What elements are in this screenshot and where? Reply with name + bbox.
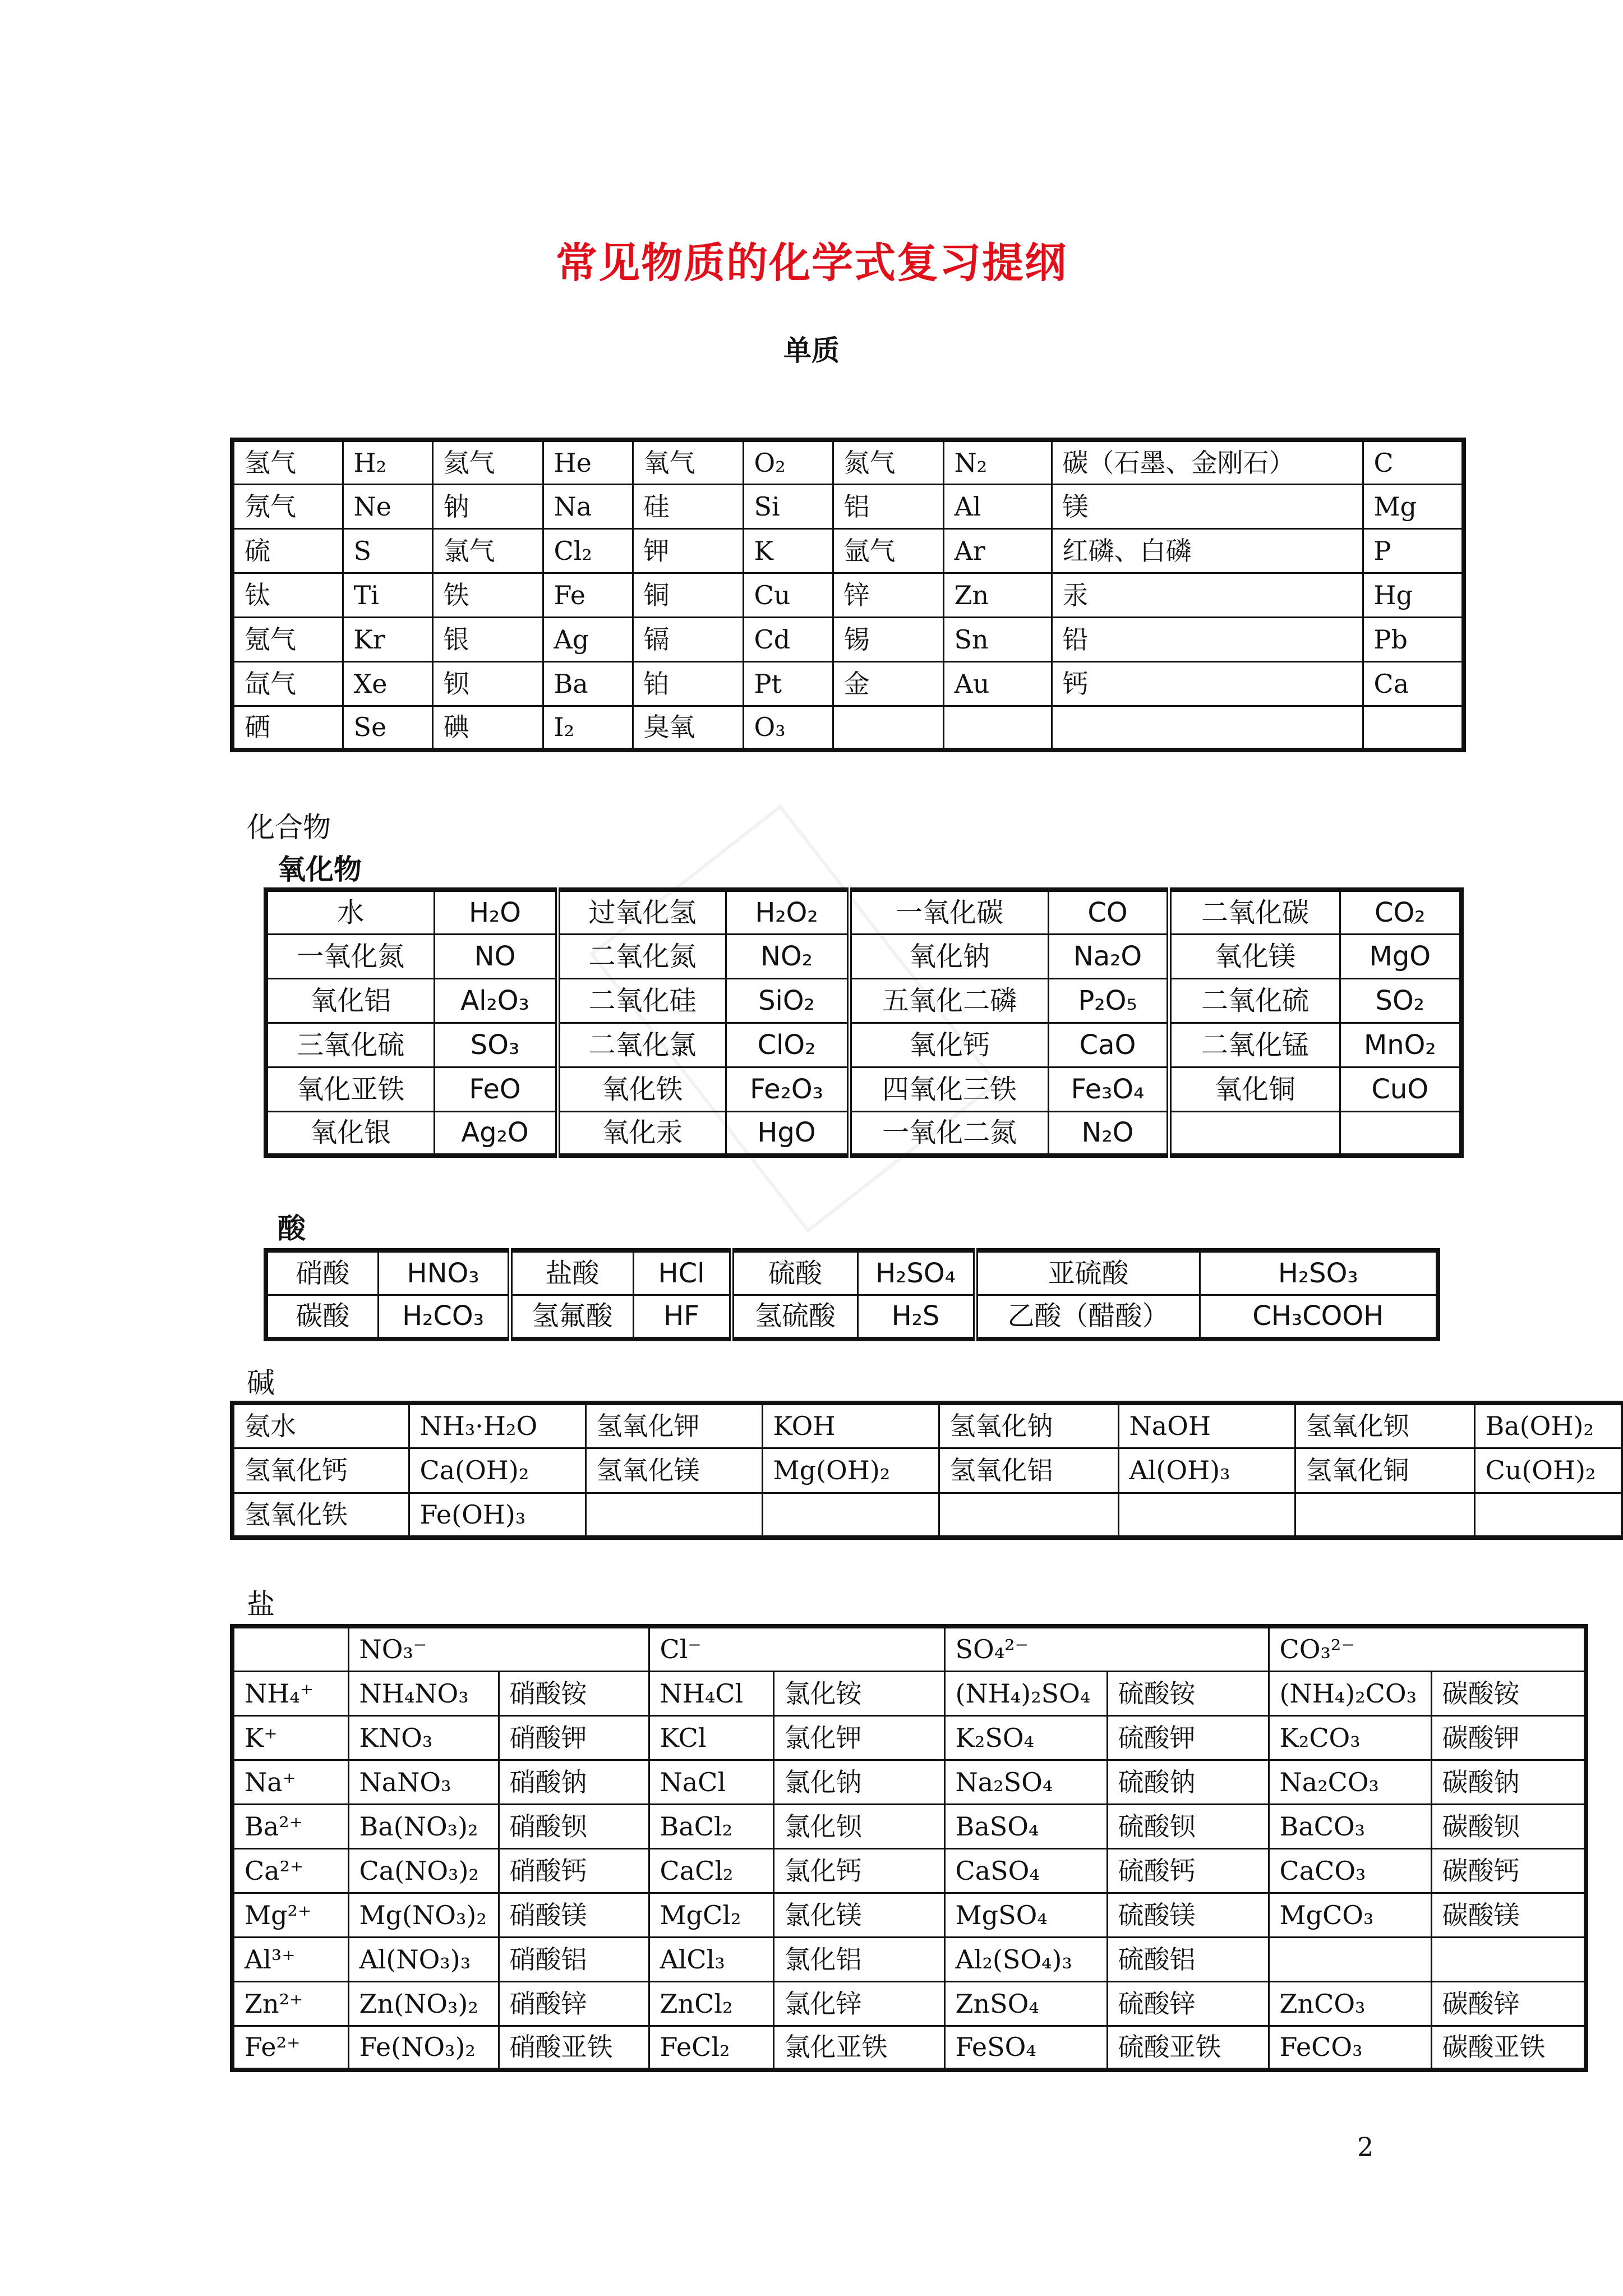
salt-name [1431,1937,1586,1981]
salt-formula: ZnCl₂ [649,1981,773,2026]
chemical-formula: SiO₂ [726,978,849,1023]
cation-label: Na⁺ [232,1760,348,1804]
substance-name: 红磷、白磷 [1052,528,1363,573]
salt-name: 碳酸锌 [1431,1981,1586,2026]
table-row [232,573,1464,617]
salt-formula: Ca(NO₃)₂ [348,1848,499,1893]
table-row [266,1295,1438,1339]
substance-name: 二氧化硫 [1169,978,1340,1023]
chemical-formula: Ag₂O [434,1111,557,1156]
header-row [232,1626,1586,1671]
table-row [232,484,1464,528]
chemical-formula: Xe [343,661,432,706]
substance-name: 钠 [432,484,543,528]
chemical-formula [1363,706,1464,750]
chemical-formula: HgO [726,1111,849,1156]
substance-name: 乙酸（醋酸） [975,1295,1200,1339]
acids-table [264,1248,1440,1341]
salt-name: 硫酸铝 [1107,1937,1269,1981]
salt-name: 硝酸亚铁 [499,2026,649,2070]
substance-name: 硫酸 [731,1250,857,1295]
substance-name: 氧化镁 [1169,934,1340,978]
chemical-formula: N₂O [1048,1111,1169,1156]
salt-name: 碳酸钡 [1431,1804,1586,1848]
chemical-formula: Pt [743,661,833,706]
table-row [232,706,1464,750]
chemical-formula: Fe₂O₃ [726,1067,849,1111]
chemical-formula: CuO [1340,1067,1461,1111]
substance-name: 硒 [232,706,343,750]
table-row [232,1448,1623,1493]
table-row [266,1250,1438,1295]
substance-name: 二氧化氮 [557,934,726,978]
salt-formula: NH₄Cl [649,1671,773,1715]
salt-formula: MgCO₃ [1269,1893,1431,1937]
substance-name: 氢氧化铜 [1295,1448,1474,1493]
substance-name [585,1493,762,1538]
chemical-formula: CO [1048,890,1169,934]
corner-cell [232,1626,348,1671]
chemical-formula: HCl [633,1250,731,1295]
chemical-formula: SO₂ [1340,978,1461,1023]
chemical-formula: HF [633,1295,731,1339]
chemical-formula: I₂ [543,706,633,750]
substance-name: 氯气 [432,528,543,573]
substance-name: 臭氧 [633,706,743,750]
salt-name: 氯化钡 [773,1804,944,1848]
salt-name: 碳酸钾 [1431,1715,1586,1760]
chemical-formula: NaOH [1118,1403,1295,1448]
section-heading-oxides: 氧化物 [278,853,362,886]
chemical-formula: C [1363,440,1464,484]
table-row [232,2026,1586,2070]
chemical-formula: ClO₂ [726,1023,849,1067]
chemical-formula: HNO₃ [378,1250,510,1295]
substance-name: 五氧化二磷 [849,978,1048,1023]
cation-label: Fe²⁺ [232,2026,348,2070]
salt-formula: CaCl₂ [649,1848,773,1893]
salt-formula: CaSO₄ [944,1848,1107,1893]
salt-formula: KNO₃ [348,1715,499,1760]
substance-name: 铂 [633,661,743,706]
substance-name: 氦气 [432,440,543,484]
chemical-formula: Fe₃O₄ [1048,1067,1169,1111]
chemical-formula: S [343,528,432,573]
page-number: 2 [1357,2132,1374,2162]
salt-name: 碳酸铵 [1431,1671,1586,1715]
substance-name: 碳（石墨、金刚石） [1052,440,1363,484]
substance-name [1052,706,1363,750]
table-row [232,617,1464,661]
chemical-formula: KOH [762,1403,939,1448]
chemical-formula: He [543,440,633,484]
anion-header: CO₃²⁻ [1269,1626,1586,1671]
substance-name [1295,1493,1474,1538]
chemical-formula: Ba [543,661,633,706]
chemical-formula: P₂O₅ [1048,978,1169,1023]
chemical-formula: NO₂ [726,934,849,978]
salts-table [230,1624,1588,2072]
salt-formula: FeSO₄ [944,2026,1107,2070]
salt-name: 硝酸钙 [499,1848,649,1893]
substance-name: 二氧化硅 [557,978,726,1023]
substance-name: 氢氟酸 [510,1295,633,1339]
substance-name: 氢氧化铝 [939,1448,1118,1493]
chemical-formula: H₂O₂ [726,890,849,934]
salt-name: 硝酸铝 [499,1937,649,1981]
salt-name: 硫酸镁 [1107,1893,1269,1937]
substance-name: 水 [266,890,434,934]
salt-formula: (NH₄)₂SO₄ [944,1671,1107,1715]
salt-name: 硝酸钠 [499,1760,649,1804]
table-row [232,1715,1586,1760]
section-heading-salts: 盐 [247,1588,275,1621]
chemical-formula: Cd [743,617,833,661]
chemical-formula: CO₂ [1340,890,1461,934]
substance-name: 氢氧化镁 [585,1448,762,1493]
bases-table [230,1401,1623,1540]
salt-formula: NH₄NO₃ [348,1671,499,1715]
table-row [232,1848,1586,1893]
substance-name: 锌 [833,573,943,617]
chemical-formula: Al [943,484,1052,528]
substance-name: 铁 [432,573,543,617]
section-heading-acids: 酸 [278,1212,306,1245]
salt-name: 硫酸钡 [1107,1804,1269,1848]
table-row [232,1937,1586,1981]
substance-name: 氧化亚铁 [266,1067,434,1111]
salt-formula: MgSO₄ [944,1893,1107,1937]
chemical-formula: Zn [943,573,1052,617]
salt-formula: Mg(NO₃)₂ [348,1893,499,1937]
cation-label: NH₄⁺ [232,1671,348,1715]
anion-header: Cl⁻ [649,1626,944,1671]
salt-formula: Zn(NO₃)₂ [348,1981,499,2026]
chemical-formula: MnO₂ [1340,1023,1461,1067]
cation-label: Zn²⁺ [232,1981,348,2026]
chemical-formula: Cl₂ [543,528,633,573]
table-row [232,1403,1623,1448]
chemical-formula: Ne [343,484,432,528]
substance-name: 氢氧化钠 [939,1403,1118,1448]
substance-name: 硝酸 [266,1250,378,1295]
substance-name: 氧化银 [266,1111,434,1156]
substance-name: 氧化钙 [849,1023,1048,1067]
table-row [232,1804,1586,1848]
substance-name: 过氧化氢 [557,890,726,934]
table-row [232,1981,1586,2026]
chemical-formula: H₂ [343,440,432,484]
chemical-formula: Au [943,661,1052,706]
salt-formula: Fe(NO₃)₂ [348,2026,499,2070]
chemical-formula: K [743,528,833,573]
substance-name: 氧化铝 [266,978,434,1023]
chemical-formula: CH₃COOH [1200,1295,1438,1339]
salt-formula: Al(NO₃)₃ [348,1937,499,1981]
substance-name: 金 [833,661,943,706]
substance-name: 铜 [633,573,743,617]
chemical-formula: Mg [1363,484,1464,528]
substance-name: 氧气 [633,440,743,484]
salt-name: 硫酸钠 [1107,1760,1269,1804]
anion-header: NO₃⁻ [348,1626,649,1671]
substance-name: 氢氧化钡 [1295,1403,1474,1448]
anion-header: SO₄²⁻ [944,1626,1269,1671]
substance-name: 二氧化锰 [1169,1023,1340,1067]
chemical-formula: O₂ [743,440,833,484]
substance-name: 铝 [833,484,943,528]
substance-name: 氢氧化钙 [232,1448,409,1493]
chemical-formula: Ar [943,528,1052,573]
salt-formula: NaCl [649,1760,773,1804]
substance-name: 四氧化三铁 [849,1067,1048,1111]
salt-formula: BaCl₂ [649,1804,773,1848]
chemical-formula: Pb [1363,617,1464,661]
section-heading-elements: 单质 [783,334,840,367]
chemical-formula: Al₂O₃ [434,978,557,1023]
substance-name: 锡 [833,617,943,661]
chemical-formula: H₂SO₄ [857,1250,975,1295]
salt-name: 碳酸钙 [1431,1848,1586,1893]
chemical-formula: H₂CO₃ [378,1295,510,1339]
chemical-formula: Si [743,484,833,528]
substance-name: 二氧化氯 [557,1023,726,1067]
salt-formula [1269,1937,1431,1981]
salt-name: 硫酸钙 [1107,1848,1269,1893]
substance-name: 一氧化二氮 [849,1111,1048,1156]
substance-name: 氢氧化钾 [585,1403,762,1448]
salt-name: 碳酸钠 [1431,1760,1586,1804]
chemical-formula: Fe [543,573,633,617]
substance-name: 硅 [633,484,743,528]
table-row [266,1067,1461,1111]
substance-name: 镁 [1052,484,1363,528]
salt-formula: (NH₄)₂CO₃ [1269,1671,1431,1715]
substance-name: 一氧化碳 [849,890,1048,934]
table-row [266,934,1461,978]
chemical-formula: MgO [1340,934,1461,978]
salt-name: 硝酸钡 [499,1804,649,1848]
salt-name: 硝酸锌 [499,1981,649,2026]
chemical-formula: N₂ [943,440,1052,484]
salt-name: 氯化铵 [773,1671,944,1715]
salt-formula: ZnSO₄ [944,1981,1107,2026]
substance-name: 氮气 [833,440,943,484]
salt-name: 氯化铝 [773,1937,944,1981]
substance-name: 硫 [232,528,343,573]
chemical-formula [1118,1493,1295,1538]
salt-formula: FeCO₃ [1269,2026,1431,2070]
salt-formula: BaCO₃ [1269,1804,1431,1848]
table-row [232,661,1464,706]
salt-formula: MgCl₂ [649,1893,773,1937]
chemical-formula: Sn [943,617,1052,661]
salt-name: 硫酸锌 [1107,1981,1269,2026]
cation-label: K⁺ [232,1715,348,1760]
table-row [232,528,1464,573]
substance-name: 钾 [633,528,743,573]
salt-name: 氯化锌 [773,1981,944,2026]
substance-name [833,706,943,750]
substance-name: 一氧化氮 [266,934,434,978]
substance-name: 三氧化硫 [266,1023,434,1067]
chemical-formula: Se [343,706,432,750]
substance-name: 氨水 [232,1403,409,1448]
salt-name: 碳酸亚铁 [1431,2026,1586,2070]
salt-formula: Na₂CO₃ [1269,1760,1431,1804]
salt-formula: AlCl₃ [649,1937,773,1981]
substance-name: 碳酸 [266,1295,378,1339]
salt-name: 氯化亚铁 [773,2026,944,2070]
table-row [232,1493,1623,1538]
salt-name: 硝酸镁 [499,1893,649,1937]
salt-name: 硫酸亚铁 [1107,2026,1269,2070]
table-row [232,1760,1586,1804]
chemical-formula: P [1363,528,1464,573]
cation-label: Al³⁺ [232,1937,348,1981]
salt-name: 氯化镁 [773,1893,944,1937]
substance-name: 碘 [432,706,543,750]
chemical-formula: O₃ [743,706,833,750]
salt-formula: Ba(NO₃)₂ [348,1804,499,1848]
salt-formula: NaNO₃ [348,1760,499,1804]
chemical-formula: Ti [343,573,432,617]
chemical-formula: H₂O [434,890,557,934]
chemical-formula: Fe(OH)₃ [409,1493,585,1538]
chemical-formula: Ca [1363,661,1464,706]
chemical-formula [762,1493,939,1538]
chemical-formula: H₂S [857,1295,975,1339]
cation-label: Ba²⁺ [232,1804,348,1848]
salt-formula: FeCl₂ [649,2026,773,2070]
substance-name: 氢氧化铁 [232,1493,409,1538]
chemical-formula: H₂SO₃ [1200,1250,1438,1295]
elements-table [230,438,1466,752]
chemical-formula [1474,1493,1623,1538]
chemical-formula: Mg(OH)₂ [762,1448,939,1493]
salt-name: 硫酸铵 [1107,1671,1269,1715]
chemical-formula: Al(OH)₃ [1118,1448,1295,1493]
chemical-formula: Hg [1363,573,1464,617]
chemical-formula [1340,1111,1461,1156]
cation-label: Mg²⁺ [232,1893,348,1937]
chemical-formula: Ca(OH)₂ [409,1448,585,1493]
substance-name: 二氧化碳 [1169,890,1340,934]
salt-name: 碳酸镁 [1431,1893,1586,1937]
table-row [266,978,1461,1023]
chemical-formula: Cu(OH)₂ [1474,1448,1623,1493]
substance-name: 氧化钠 [849,934,1048,978]
substance-name: 汞 [1052,573,1363,617]
substance-name [939,1493,1118,1538]
substance-name: 镉 [633,617,743,661]
salt-name: 硝酸钾 [499,1715,649,1760]
chemical-formula: NH₃·H₂O [409,1403,585,1448]
substance-name: 盐酸 [510,1250,633,1295]
document-title: 常见物质的化学式复习提纲 [556,239,1067,287]
salt-name: 硝酸铵 [499,1671,649,1715]
substance-name: 氢气 [232,440,343,484]
chemical-formula: CaO [1048,1023,1169,1067]
chemical-formula: FeO [434,1067,557,1111]
substance-name: 铅 [1052,617,1363,661]
table-row [232,440,1464,484]
chemical-formula: Cu [743,573,833,617]
substance-name: 氖气 [232,484,343,528]
substance-name: 氙气 [232,661,343,706]
substance-name: 钙 [1052,661,1363,706]
salt-name: 氯化钾 [773,1715,944,1760]
substance-name: 氩气 [833,528,943,573]
salt-formula: BaSO₄ [944,1804,1107,1848]
table-row [266,1023,1461,1067]
salt-formula: Na₂SO₄ [944,1760,1107,1804]
substance-name: 氪气 [232,617,343,661]
table-row [232,1893,1586,1937]
salt-formula: KCl [649,1715,773,1760]
substance-name: 氧化汞 [557,1111,726,1156]
salt-formula: Al₂(SO₄)₃ [944,1937,1107,1981]
table-row [232,1671,1586,1715]
substance-name: 钡 [432,661,543,706]
chemical-formula: Ba(OH)₂ [1474,1403,1623,1448]
chemical-formula [943,706,1052,750]
substance-name: 氢硫酸 [731,1295,857,1339]
chemical-formula: NO [434,934,557,978]
substance-name: 银 [432,617,543,661]
substance-name: 氧化铜 [1169,1067,1340,1111]
chemical-formula: Na₂O [1048,934,1169,978]
salt-name: 硫酸钾 [1107,1715,1269,1760]
chemical-formula: Na [543,484,633,528]
section-heading-compounds: 化合物 [247,811,331,844]
oxides-table [264,887,1464,1158]
chemical-formula: Kr [343,617,432,661]
substance-name [1169,1111,1340,1156]
chemical-formula: Ag [543,617,633,661]
chemical-formula: SO₃ [434,1023,557,1067]
table-row [266,890,1461,934]
substance-name: 钛 [232,573,343,617]
substance-name: 氧化铁 [557,1067,726,1111]
table-row [266,1111,1461,1156]
cation-label: Ca²⁺ [232,1848,348,1893]
section-heading-bases: 碱 [247,1366,275,1399]
salt-formula: K₂SO₄ [944,1715,1107,1760]
salt-name: 氯化钠 [773,1760,944,1804]
salt-formula: CaCO₃ [1269,1848,1431,1893]
salt-formula: ZnCO₃ [1269,1981,1431,2026]
substance-name: 亚硫酸 [975,1250,1200,1295]
salt-formula: K₂CO₃ [1269,1715,1431,1760]
salt-name: 氯化钙 [773,1848,944,1893]
